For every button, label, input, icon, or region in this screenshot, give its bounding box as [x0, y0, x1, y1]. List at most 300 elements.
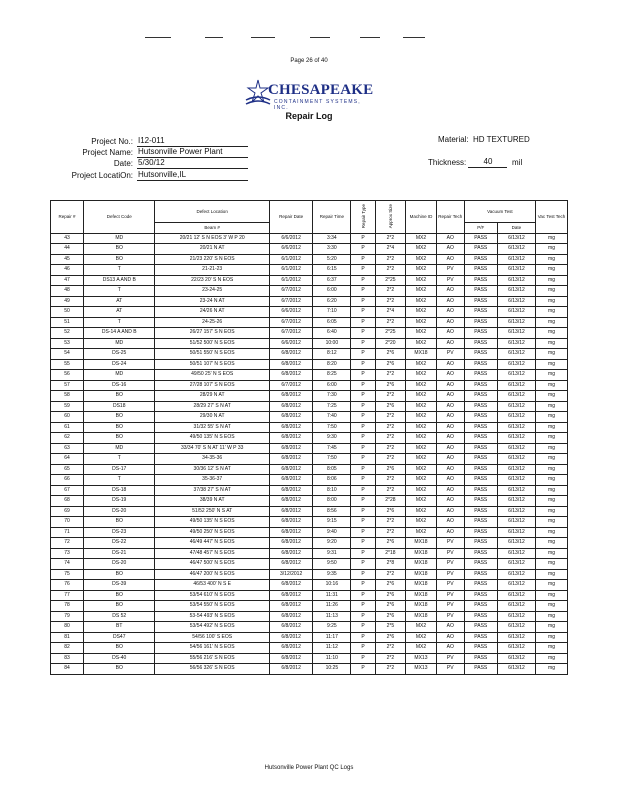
cell-approx-size: 2*2 — [375, 370, 406, 381]
cell-defect-code: DS 52 — [84, 611, 155, 622]
cell-repair-time: 7:50 — [313, 454, 351, 465]
cell-repair-no: 79 — [51, 611, 84, 622]
cell-vacuum-date: 6/13/12 — [497, 580, 535, 591]
cell-repair-tech: AO — [436, 422, 464, 433]
cell-defect-location: 56/56 326' S N EOS — [155, 664, 270, 675]
cell-machine-id: MX2 — [406, 286, 437, 297]
cell-machine-id: MX2 — [406, 632, 437, 643]
cell-defect-location: 38/39 N AT — [155, 496, 270, 507]
table-row — [51, 307, 568, 318]
cell-vac-test-tech: mg — [536, 485, 568, 496]
cell-repair-date: 6/8/2012 — [269, 580, 312, 591]
cell-vacuum-pf: PASS — [464, 517, 497, 528]
cell-vacuum-date: 6/13/12 — [497, 454, 535, 465]
cell-vac-test-tech: mg — [536, 506, 568, 517]
cell-vacuum-date: 6/13/12 — [497, 548, 535, 559]
material-label: Material: — [438, 135, 469, 144]
cell-approx-size: 2*6 — [375, 464, 406, 475]
cell-vacuum-pf: PASS — [464, 265, 497, 276]
cell-defect-location: 33/34 70' S N AT 11' W P 33 — [155, 443, 270, 454]
cell-repair-time: 6:20 — [313, 296, 351, 307]
cell-machine-id: MX2 — [406, 254, 437, 265]
cell-vac-test-tech: mg — [536, 433, 568, 444]
cell-approx-size: 2*8 — [375, 559, 406, 570]
cell-vac-test-tech: mg — [536, 475, 568, 486]
cell-approx-size: 2*6 — [375, 611, 406, 622]
cell-repair-no: 82 — [51, 643, 84, 654]
cell-approx-size: 2*2 — [375, 422, 406, 433]
table-row — [51, 580, 568, 591]
cell-repair-tech: AO — [436, 307, 464, 318]
cell-repair-time: 9:35 — [313, 569, 351, 580]
cell-vacuum-pf: PASS — [464, 307, 497, 318]
cell-machine-id: MX2 — [406, 412, 437, 423]
cell-defect-location: 35-36-37 — [155, 475, 270, 486]
cell-defect-code: T — [84, 317, 155, 328]
cell-repair-date: 3/12/2012 — [269, 569, 312, 580]
cell-repair-type: P — [351, 296, 375, 307]
cell-vac-test-tech: mg — [536, 233, 568, 244]
cell-vac-test-tech: mg — [536, 422, 568, 433]
cell-vac-test-tech: mg — [536, 370, 568, 381]
project-no-label: Project No.: — [91, 137, 133, 146]
cell-repair-type: P — [351, 611, 375, 622]
cell-vacuum-pf: PASS — [464, 275, 497, 286]
cell-repair-date: 6/8/2012 — [269, 664, 312, 675]
cell-repair-time: 8:10 — [313, 485, 351, 496]
cell-repair-time: 7:30 — [313, 391, 351, 402]
cell-repair-date: 6/7/2012 — [269, 286, 312, 297]
cell-defect-location: 51/52 500' N S EOS — [155, 338, 270, 349]
location-label: Project LocatiOn: — [71, 171, 133, 180]
cell-defect-code: BT — [84, 622, 155, 633]
table-row — [51, 517, 568, 528]
cell-machine-id: MX18 — [406, 349, 437, 360]
repair-log-body — [51, 233, 568, 674]
table-row — [51, 296, 568, 307]
table-row — [51, 548, 568, 559]
cell-defect-location: 28/29 N AT — [155, 391, 270, 402]
cell-approx-size: 2*6 — [375, 401, 406, 412]
cell-repair-type: P — [351, 653, 375, 664]
cell-repair-type: P — [351, 664, 375, 675]
cell-machine-id: MX18 — [406, 548, 437, 559]
cell-defect-location: 49/50 25' N S EOS — [155, 370, 270, 381]
cell-vac-test-tech: mg — [536, 401, 568, 412]
cell-repair-type: P — [351, 391, 375, 402]
cell-vacuum-date: 6/13/12 — [497, 380, 535, 391]
cell-repair-type: P — [351, 401, 375, 412]
cell-repair-time: 9:50 — [313, 559, 351, 570]
cell-vacuum-date: 6/13/12 — [497, 307, 535, 318]
cell-vacuum-date: 6/13/12 — [497, 653, 535, 664]
cell-vac-test-tech: mg — [536, 317, 568, 328]
table-row — [51, 422, 568, 433]
cell-repair-date: 6/8/2012 — [269, 622, 312, 633]
cell-approx-size: 2*4 — [375, 307, 406, 318]
cell-repair-date: 6/8/2012 — [269, 370, 312, 381]
cell-repair-date: 6/8/2012 — [269, 464, 312, 475]
cell-vac-test-tech: mg — [536, 338, 568, 349]
cell-repair-time: 8:20 — [313, 359, 351, 370]
cell-repair-no: 45 — [51, 254, 84, 265]
cell-repair-time: 10:25 — [313, 664, 351, 675]
cell-vac-test-tech: mg — [536, 548, 568, 559]
cell-defect-location: 20/21 12' S N EOS 3' W P 20 — [155, 233, 270, 244]
cell-vacuum-date: 6/13/12 — [497, 317, 535, 328]
col-machine-id: Machine ID — [406, 201, 437, 234]
cell-repair-time: 6:40 — [313, 328, 351, 339]
cell-defect-location: 50/51 550' N S EOS — [155, 349, 270, 360]
table-row — [51, 275, 568, 286]
cell-machine-id: MX2 — [406, 443, 437, 454]
cell-repair-date: 6/8/2012 — [269, 412, 312, 423]
cell-vacuum-pf: PASS — [464, 233, 497, 244]
cell-approx-size: 2*5 — [375, 622, 406, 633]
cell-repair-date: 6/8/2012 — [269, 517, 312, 528]
cell-repair-no: 48 — [51, 286, 84, 297]
thickness-label: Thickness: — [428, 158, 467, 167]
cell-machine-id: MX2 — [406, 380, 437, 391]
cell-machine-id: MX18 — [406, 611, 437, 622]
cell-defect-location: 53/54 492' N S EOS — [155, 622, 270, 633]
col-repair-type-label: Repair Type — [360, 204, 366, 229]
cell-repair-no: 43 — [51, 233, 84, 244]
cell-repair-type: P — [351, 464, 375, 475]
cell-vac-test-tech: mg — [536, 527, 568, 538]
cell-repair-type: P — [351, 580, 375, 591]
cell-repair-date: 6/1/2012 — [269, 275, 312, 286]
cell-repair-type: P — [351, 307, 375, 318]
cell-defect-code: DS47 — [84, 632, 155, 643]
cell-vac-test-tech: mg — [536, 611, 568, 622]
cell-machine-id: MX2 — [406, 338, 437, 349]
scan-line — [310, 37, 330, 38]
cell-machine-id: MX2 — [406, 464, 437, 475]
cell-machine-id: MX2 — [406, 265, 437, 276]
cell-vacuum-pf: PASS — [464, 401, 497, 412]
cell-repair-type: P — [351, 422, 375, 433]
cell-vac-test-tech: mg — [536, 454, 568, 465]
cell-defect-location: 53/54 610' N S EOS — [155, 590, 270, 601]
cell-repair-date: 6/7/2012 — [269, 317, 312, 328]
cell-repair-type: P — [351, 454, 375, 465]
cell-repair-date: 6/1/2012 — [269, 265, 312, 276]
cell-defect-code: DS-23 — [84, 527, 155, 538]
cell-repair-no: 78 — [51, 601, 84, 612]
cell-repair-date: 6/8/2012 — [269, 643, 312, 654]
page-footer: Hutsonville Power Plant QC Logs — [264, 765, 354, 771]
table-row — [51, 244, 568, 255]
cell-defect-location: 53-54 493' N S EOS — [155, 611, 270, 622]
cell-defect-location: 46/49 447' N S EOS — [155, 538, 270, 549]
cell-repair-time: 11:10 — [313, 653, 351, 664]
cell-defect-location: 29/30 N AT — [155, 412, 270, 423]
cell-defect-code: DS-19 — [84, 496, 155, 507]
cell-defect-location: 49/50 135' N S EOS — [155, 433, 270, 444]
cell-vacuum-date: 6/13/12 — [497, 254, 535, 265]
col-repair-date: Repair Date — [269, 201, 312, 234]
cell-repair-time: 8:05 — [313, 464, 351, 475]
cell-defect-code: DS-18 — [84, 485, 155, 496]
cell-repair-type: P — [351, 349, 375, 360]
cell-repair-no: 74 — [51, 559, 84, 570]
cell-repair-time: 10:00 — [313, 338, 351, 349]
cell-defect-location: 46/53 400' N S E — [155, 580, 270, 591]
table-row — [51, 475, 568, 486]
cell-defect-location: 47/48 457' N S EOS — [155, 548, 270, 559]
cell-repair-no: 57 — [51, 380, 84, 391]
cell-repair-tech: PV — [436, 548, 464, 559]
cell-vac-test-tech: mg — [536, 391, 568, 402]
cell-repair-no: 72 — [51, 538, 84, 549]
cell-repair-tech: AO — [436, 464, 464, 475]
cell-repair-date: 6/8/2012 — [269, 506, 312, 517]
cell-repair-no: 47 — [51, 275, 84, 286]
cell-repair-time: 9:31 — [313, 548, 351, 559]
scan-line — [145, 37, 171, 38]
cell-repair-type: P — [351, 275, 375, 286]
cell-repair-time: 6:15 — [313, 265, 351, 276]
cell-defect-code: DS-25 — [84, 349, 155, 360]
cell-vacuum-pf: PASS — [464, 391, 497, 402]
cell-repair-tech: PV — [436, 349, 464, 360]
cell-repair-no: 44 — [51, 244, 84, 255]
company-logo — [238, 76, 378, 112]
cell-vacuum-pf: PASS — [464, 328, 497, 339]
cell-repair-tech: AO — [436, 370, 464, 381]
cell-repair-no: 58 — [51, 391, 84, 402]
cell-machine-id: MX2 — [406, 527, 437, 538]
cell-vacuum-pf: PASS — [464, 527, 497, 538]
table-row — [51, 443, 568, 454]
cell-repair-no: 56 — [51, 370, 84, 381]
cell-repair-type: P — [351, 632, 375, 643]
cell-approx-size: 2*2 — [375, 433, 406, 444]
cell-repair-no: 77 — [51, 590, 84, 601]
cell-vac-test-tech: mg — [536, 632, 568, 643]
cell-vacuum-pf: PASS — [464, 464, 497, 475]
scan-line — [403, 37, 425, 38]
cell-repair-type: P — [351, 370, 375, 381]
cell-vac-test-tech: mg — [536, 653, 568, 664]
project-name-label: Project Name: — [82, 148, 133, 157]
cell-machine-id: MX2 — [406, 328, 437, 339]
cell-vacuum-date: 6/13/12 — [497, 275, 535, 286]
cell-repair-type: P — [351, 233, 375, 244]
cell-repair-date: 6/8/2012 — [269, 548, 312, 559]
cell-repair-tech: AO — [436, 233, 464, 244]
cell-vac-test-tech: mg — [536, 412, 568, 423]
cell-defect-code: BO — [84, 244, 155, 255]
cell-repair-time: 7:45 — [313, 443, 351, 454]
cell-repair-date: 6/8/2012 — [269, 538, 312, 549]
table-row — [51, 254, 568, 265]
cell-repair-no: 73 — [51, 548, 84, 559]
cell-repair-type: P — [351, 527, 375, 538]
cell-repair-time: 11:17 — [313, 632, 351, 643]
cell-vacuum-date: 6/13/12 — [497, 370, 535, 381]
cell-defect-location: 31/32 55' S N AT — [155, 422, 270, 433]
cell-defect-code: DS-17 — [84, 464, 155, 475]
cell-repair-type: P — [351, 538, 375, 549]
table-row — [51, 559, 568, 570]
cell-vacuum-date: 6/13/12 — [497, 611, 535, 622]
cell-vacuum-date: 6/13/12 — [497, 527, 535, 538]
cell-repair-time: 7:25 — [313, 401, 351, 412]
table-row — [51, 611, 568, 622]
cell-repair-type: P — [351, 517, 375, 528]
cell-repair-type: P — [351, 412, 375, 423]
col-repair-time: Repair Time — [313, 201, 351, 234]
col-repair-type — [351, 201, 375, 234]
cell-repair-tech: PV — [436, 590, 464, 601]
cell-vacuum-pf: PASS — [464, 370, 497, 381]
cell-repair-type: P — [351, 548, 375, 559]
cell-repair-time: 8:56 — [313, 506, 351, 517]
table-row — [51, 496, 568, 507]
cell-approx-size: 2*6 — [375, 359, 406, 370]
cell-vacuum-date: 6/13/12 — [497, 244, 535, 255]
cell-defect-code: BO — [84, 412, 155, 423]
cell-repair-type: P — [351, 338, 375, 349]
cell-vacuum-pf: PASS — [464, 349, 497, 360]
cell-repair-no: 62 — [51, 433, 84, 444]
cell-approx-size: 2*6 — [375, 538, 406, 549]
cell-repair-date: 6/7/2012 — [269, 328, 312, 339]
cell-vacuum-date: 6/13/12 — [497, 664, 535, 675]
table-row — [51, 653, 568, 664]
cell-defect-code: DS-40 — [84, 653, 155, 664]
cell-repair-date: 6/6/2012 — [269, 338, 312, 349]
cell-repair-tech: PV — [436, 265, 464, 276]
cell-vacuum-pf: PASS — [464, 569, 497, 580]
cell-approx-size: 2*25 — [375, 328, 406, 339]
cell-approx-size: 2*2 — [375, 233, 406, 244]
cell-defect-code: MD — [84, 443, 155, 454]
cell-machine-id: MX18 — [406, 590, 437, 601]
cell-repair-no: 71 — [51, 527, 84, 538]
cell-repair-tech: AO — [436, 643, 464, 654]
cell-repair-time: 9:20 — [313, 538, 351, 549]
cell-defect-code: MD — [84, 233, 155, 244]
cell-approx-size: 2*6 — [375, 349, 406, 360]
col-beam: Beam # — [155, 223, 270, 234]
cell-machine-id: MX13 — [406, 664, 437, 675]
cell-vacuum-pf: PASS — [464, 296, 497, 307]
cell-approx-size: 2*6 — [375, 580, 406, 591]
cell-repair-time: 8:12 — [313, 349, 351, 360]
repair-log-table — [50, 200, 568, 675]
cell-vacuum-pf: PASS — [464, 643, 497, 654]
date-label: Date: — [113, 159, 133, 168]
cell-repair-no: 64 — [51, 454, 84, 465]
cell-repair-type: P — [351, 475, 375, 486]
cell-repair-type: P — [351, 380, 375, 391]
cell-repair-time: 10:16 — [313, 580, 351, 591]
cell-repair-no: 70 — [51, 517, 84, 528]
cell-repair-tech: PV — [436, 275, 464, 286]
cell-vacuum-pf: PASS — [464, 475, 497, 486]
cell-vacuum-pf: PASS — [464, 422, 497, 433]
cell-repair-tech: PV — [436, 538, 464, 549]
table-row — [51, 643, 568, 654]
cell-repair-tech: AO — [436, 527, 464, 538]
cell-machine-id: MX2 — [406, 485, 437, 496]
cell-repair-tech: PV — [436, 580, 464, 591]
cell-repair-no: 51 — [51, 317, 84, 328]
cell-defect-code: MD — [84, 338, 155, 349]
cell-repair-tech: PV — [436, 664, 464, 675]
cell-vac-test-tech: mg — [536, 359, 568, 370]
cell-repair-date: 6/8/2012 — [269, 559, 312, 570]
cell-approx-size: 2*20 — [375, 338, 406, 349]
table-row — [51, 370, 568, 381]
cell-repair-no: 84 — [51, 664, 84, 675]
table-row — [51, 569, 568, 580]
cell-repair-tech: AO — [436, 296, 464, 307]
col-vacuum-test: Vacuum Test — [464, 201, 535, 223]
cell-vacuum-date: 6/13/12 — [497, 433, 535, 444]
table-row — [51, 380, 568, 391]
cell-repair-type: P — [351, 569, 375, 580]
cell-vac-test-tech: mg — [536, 559, 568, 570]
cell-defect-location: 50/51 107' N S EOS — [155, 359, 270, 370]
cell-defect-code: T — [84, 265, 155, 276]
cell-vacuum-date: 6/13/12 — [497, 622, 535, 633]
cell-vac-test-tech: mg — [536, 296, 568, 307]
cell-vacuum-pf: PASS — [464, 485, 497, 496]
cell-repair-no: 75 — [51, 569, 84, 580]
thickness-value: 40 — [468, 157, 507, 168]
table-row — [51, 601, 568, 612]
cell-defect-code: T — [84, 286, 155, 297]
cell-repair-time: 6:05 — [313, 317, 351, 328]
cell-vacuum-pf: PASS — [464, 653, 497, 664]
cell-repair-type: P — [351, 506, 375, 517]
cell-vac-test-tech: mg — [536, 464, 568, 475]
cell-repair-no: 60 — [51, 412, 84, 423]
cell-approx-size: 2*2 — [375, 454, 406, 465]
cell-machine-id: MX2 — [406, 422, 437, 433]
cell-approx-size: 2*2 — [375, 412, 406, 423]
cell-defect-location: 46/47 500' N S EOS — [155, 559, 270, 570]
cell-defect-code: BO — [84, 391, 155, 402]
cell-repair-tech: AO — [436, 244, 464, 255]
cell-defect-location: 54/56 100' S EOS — [155, 632, 270, 643]
cell-vac-test-tech: mg — [536, 622, 568, 633]
cell-repair-type: P — [351, 443, 375, 454]
cell-machine-id: MX2 — [406, 433, 437, 444]
scan-line — [205, 37, 223, 38]
cell-vacuum-pf: PASS — [464, 632, 497, 643]
cell-repair-type: P — [351, 265, 375, 276]
cell-repair-no: 69 — [51, 506, 84, 517]
table-row — [51, 527, 568, 538]
cell-approx-size: 2*25 — [375, 275, 406, 286]
cell-repair-time: 7:10 — [313, 307, 351, 318]
cell-repair-time: 8:00 — [313, 496, 351, 507]
cell-machine-id: MX2 — [406, 296, 437, 307]
cell-defect-location: 27/28 107' S N EOS — [155, 380, 270, 391]
cell-vacuum-date: 6/13/12 — [497, 559, 535, 570]
cell-repair-date: 6/8/2012 — [269, 475, 312, 486]
cell-vac-test-tech: mg — [536, 443, 568, 454]
cell-vacuum-date: 6/13/12 — [497, 422, 535, 433]
cell-repair-date: 6/8/2012 — [269, 401, 312, 412]
cell-vacuum-date: 6/13/12 — [497, 632, 535, 643]
cell-repair-no: 53 — [51, 338, 84, 349]
